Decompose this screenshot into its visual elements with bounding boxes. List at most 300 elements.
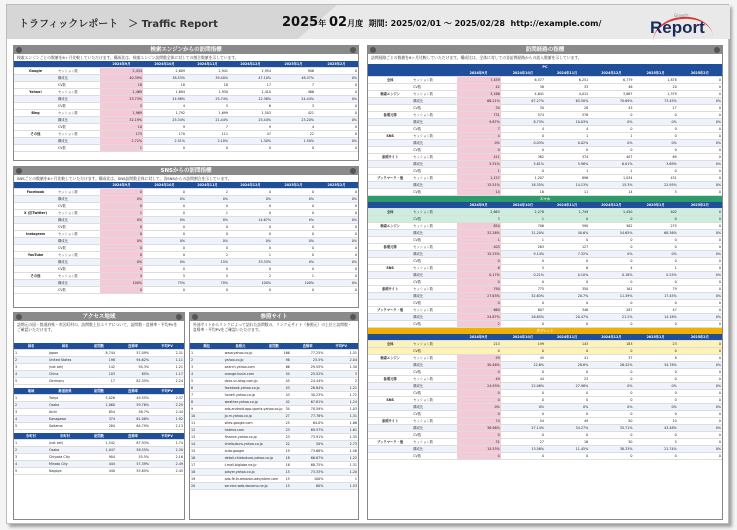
table-row: [14, 224, 358, 231]
value-cell: 896: [545, 175, 589, 182]
value-cell: 63.50%: [545, 98, 589, 105]
column-header: 都道府県: [48, 388, 82, 395]
value-cell: 5: [14, 468, 48, 475]
value-cell: 4: [501, 126, 545, 133]
value-cell: 30: [501, 105, 545, 112]
value-cell: 21.44%: [186, 117, 229, 124]
value-cell: 38.53%: [143, 75, 186, 82]
value-cell: 1.35: [324, 434, 358, 441]
referrer-panel-header: [190, 313, 358, 321]
referrer-panel: [189, 312, 359, 520]
channel-panel: [367, 45, 723, 520]
value-cell: 0%: [678, 293, 722, 300]
value-cell: 0: [272, 231, 315, 238]
value-cell: 20.47%: [545, 314, 589, 321]
value-cell: 0: [315, 273, 358, 280]
value-cell: 10: [190, 413, 224, 420]
table-row: [368, 404, 722, 411]
row-group-label: X (旧Twitter): [14, 210, 57, 217]
table-row: [368, 77, 722, 84]
area-table: [14, 343, 184, 385]
value-cell: 0: [589, 147, 633, 154]
value-cell: 0: [272, 266, 315, 273]
value-cell: 346: [545, 307, 589, 314]
value-cell: 18.35%: [501, 182, 545, 189]
table-row: [190, 448, 358, 455]
value-cell: 660: [457, 307, 501, 314]
table-row: [368, 369, 722, 376]
metric-label: セッション数: [57, 231, 100, 238]
table-row: [368, 390, 722, 397]
value-cell: 0: [545, 348, 589, 355]
value-cell: 14.67%: [229, 217, 272, 224]
table-row: [14, 416, 184, 423]
value-cell: 1,060: [82, 402, 116, 409]
value-cell: 8: [634, 355, 678, 362]
metric-label: CV数: [412, 189, 456, 196]
referrer-name: detail.chiebukuro.yahoo.co.jp: [224, 456, 274, 460]
value-cell: 1: [589, 168, 633, 175]
value-cell: 0%: [186, 217, 229, 224]
value-cell: 47: [634, 307, 678, 314]
value-cell: 1,410: [229, 89, 272, 96]
channel-label: 検索エンジン: [368, 223, 412, 230]
channel-label: [368, 453, 412, 460]
value-cell: 1: [501, 237, 545, 244]
value-cell: 45: [501, 355, 545, 362]
table-row: [190, 469, 358, 476]
value-cell: 9: [190, 406, 224, 413]
value-cell: 0: [272, 210, 315, 217]
table-row: [368, 348, 722, 355]
value-cell: 0%: [678, 161, 722, 168]
value-cell: 731: [457, 112, 501, 119]
area-table: [14, 388, 184, 430]
value-cell: 1: [272, 273, 315, 280]
value-cell: 47.10%: [229, 75, 272, 82]
value-cell: 70.59%: [291, 406, 325, 413]
value-cell: 66.21%: [457, 98, 501, 105]
value-cell: 2: [14, 402, 48, 409]
value-cell: 0: [143, 189, 186, 196]
metric-label: CV数: [57, 82, 100, 89]
channel-label: [368, 98, 412, 105]
value-cell: 30.23%: [291, 392, 325, 399]
value-cell: 3: [457, 216, 501, 223]
value-cell: 16: [545, 439, 589, 446]
value-cell: 100%: [229, 280, 272, 287]
value-cell: 5,026: [82, 395, 116, 402]
period-range: 期間: 2025/02/01 ～ 2025/02/28: [368, 19, 505, 28]
value-cell: 55.85%: [116, 468, 150, 475]
value-cell: 0: [589, 376, 633, 383]
value-cell: 0: [678, 244, 722, 251]
value-cell: 69.57%: [291, 427, 325, 434]
value-cell: 15.3%: [589, 182, 633, 189]
value-cell: 27: [257, 413, 291, 420]
value-cell: 0%: [634, 140, 678, 147]
value-cell: 421: [272, 110, 315, 117]
value-cell: 54: [257, 371, 291, 378]
value-cell: 25: [257, 420, 291, 427]
value-cell: 0: [589, 397, 633, 404]
value-cell: 12: [190, 427, 224, 434]
table-row: [14, 378, 184, 385]
metric-label: CV数: [412, 321, 456, 328]
value-cell: 0: [229, 245, 272, 252]
value-cell: 4: [14, 461, 48, 468]
search-panel-desc: 検索エンジンごとの数値を6ヶ月比較していただけます。構成比は、検索エンジン訪問数全体に対しての割合数値を示しています。: [17, 55, 239, 60]
value-cell: 198: [82, 357, 116, 364]
table-row: [368, 147, 722, 154]
value-cell: 47: [229, 131, 272, 138]
value-cell: 40.39%: [100, 75, 143, 82]
column-header: 直帰率: [116, 343, 150, 350]
area-name: Minato City: [48, 461, 82, 468]
row-group-label: [14, 117, 57, 124]
value-cell: 0: [315, 89, 358, 96]
value-cell: 166: [257, 350, 291, 357]
sns-table: [14, 182, 358, 294]
channel-label: [368, 404, 412, 411]
value-cell: 161: [589, 286, 633, 293]
table-row: [368, 126, 722, 133]
value-cell: 94.62%: [116, 357, 150, 364]
value-cell: 0.10%: [545, 272, 589, 279]
referrer-panel-desc: 外部サイトからリンクによって訪れた訪問数の、リンク元サイト（参照元）の上位と訪問数・直帰率・平均PVをご確認いただけます。: [193, 322, 352, 332]
value-cell: 0: [678, 369, 722, 376]
metric-label: セッション数: [57, 131, 100, 138]
value-cell: 6: [545, 265, 589, 272]
value-cell: 21.74%: [634, 446, 678, 453]
channel-label: ブックマーク・他: [368, 439, 412, 446]
value-cell: 1.24: [324, 399, 358, 406]
value-cell: 0: [545, 321, 589, 328]
row-group-label: Instagram: [14, 231, 57, 238]
table-row: [368, 300, 722, 307]
report-sheet: [6, 4, 729, 524]
value-cell: 0: [143, 266, 186, 273]
value-cell: 18: [190, 469, 224, 476]
channel-label: ブックマーク・他: [368, 307, 412, 314]
value-cell: 2,434: [100, 68, 143, 75]
value-cell: 0: [100, 287, 143, 294]
column-header: 直帰率: [116, 433, 150, 440]
value-cell: 23.20%: [272, 117, 315, 124]
value-cell: 100%: [291, 476, 325, 483]
table-row: [190, 399, 358, 406]
panel-marker-icon: [714, 47, 720, 53]
table-row: [368, 307, 722, 314]
table-row: [190, 434, 358, 441]
value-cell: 0%: [589, 383, 633, 390]
value-cell: 0: [315, 124, 358, 131]
month-suffix: 月度: [347, 19, 364, 28]
value-cell: 0%: [634, 119, 678, 126]
month-header: 2024年9月: [457, 334, 501, 341]
area-name: Osaka: [48, 447, 82, 454]
column-header: 順位: [190, 343, 224, 350]
channel-label: [368, 168, 412, 175]
value-cell: 0: [678, 216, 722, 223]
value-cell: 0: [634, 258, 678, 265]
value-cell: 790: [457, 286, 501, 293]
value-cell: 1: [100, 145, 143, 152]
value-cell: 775: [501, 286, 545, 293]
value-cell: 73.91%: [291, 434, 325, 441]
value-cell: 0: [143, 252, 186, 259]
channel-label: 参照サイト: [368, 286, 412, 293]
table-row: [368, 418, 722, 425]
value-cell: 14: [589, 189, 633, 196]
value-cell: 0: [100, 189, 143, 196]
value-cell: 142: [82, 364, 116, 371]
metric-label: 構成比: [57, 196, 100, 203]
value-cell: 0: [457, 432, 501, 439]
value-cell: 34: [257, 406, 291, 413]
value-cell: 85%: [116, 371, 150, 378]
value-cell: 22.06%: [501, 383, 545, 390]
value-cell: 0: [315, 287, 358, 294]
table-row: [368, 161, 722, 168]
row-group-label: [14, 138, 57, 145]
value-cell: 0%: [143, 238, 186, 245]
value-cell: 37: [589, 355, 633, 362]
value-cell: 0: [186, 287, 229, 294]
value-cell: 5: [634, 439, 678, 446]
value-cell: 440: [82, 468, 116, 475]
table-row: [14, 89, 358, 96]
table-row: [368, 439, 722, 446]
value-cell: 706: [501, 223, 545, 230]
value-cell: 1: [324, 476, 358, 483]
referrer-name: sites.google.com: [224, 420, 258, 427]
value-cell: 0%: [678, 230, 722, 237]
value-cell: 15.51%: [457, 182, 501, 189]
value-cell: 0: [229, 189, 272, 196]
value-cell: 0%: [589, 251, 633, 258]
table-row: [368, 265, 722, 272]
value-cell: 0: [678, 133, 722, 140]
value-cell: 94.3%: [116, 364, 150, 371]
area-name: Saitama: [48, 423, 82, 430]
value-cell: 175: [100, 131, 143, 138]
table-row: [14, 217, 358, 224]
value-cell: 6.01%: [589, 161, 633, 168]
value-cell: 1: [545, 133, 589, 140]
value-cell: 23: [634, 341, 678, 348]
value-cell: 9: [229, 124, 272, 131]
metric-label: 構成比: [412, 272, 456, 279]
metric-label: 構成比: [412, 425, 456, 432]
value-cell: 0: [678, 91, 722, 98]
channel-label: [368, 279, 412, 286]
value-cell: 287: [589, 307, 633, 314]
table-row: [368, 376, 722, 383]
value-cell: 3: [14, 409, 48, 416]
value-cell: 0: [457, 453, 501, 460]
value-cell: 2,941: [186, 68, 229, 75]
value-cell: 22: [272, 131, 315, 138]
panel-marker-icon: [192, 314, 198, 320]
value-cell: 5: [190, 378, 224, 385]
value-cell: 1,969: [100, 110, 143, 117]
value-cell: 0%: [315, 259, 358, 266]
value-cell: 0%: [678, 383, 722, 390]
table-row: [14, 96, 358, 103]
value-cell: 38.96%: [457, 425, 501, 432]
value-cell: 23: [545, 376, 589, 383]
value-cell: 20.7%: [545, 293, 589, 300]
metric-label: セッション数: [57, 273, 100, 280]
value-cell: 34.78%: [634, 362, 678, 369]
value-cell: 6,577: [501, 77, 545, 84]
value-cell: 0: [545, 279, 589, 286]
metric-label: セッション数: [412, 355, 456, 362]
metric-label: CV数: [412, 147, 456, 154]
channel-table: [368, 70, 722, 196]
referrer-name: auto.google: [224, 448, 258, 455]
value-cell: 1,749: [545, 209, 589, 216]
metric-label: セッション数: [412, 265, 456, 272]
value-cell: 0: [678, 348, 722, 355]
value-cell: 1,792: [143, 110, 186, 117]
metric-label: セッション数: [412, 209, 456, 216]
value-cell: 0: [634, 376, 678, 383]
table-row: [190, 350, 358, 357]
value-cell: 58.7%: [116, 409, 150, 416]
value-cell: 1,379: [634, 91, 678, 98]
metric-label: CV数: [412, 168, 456, 175]
metric-label: CV数: [412, 216, 456, 223]
value-cell: 1,878: [634, 77, 678, 84]
value-cell: 16: [501, 189, 545, 196]
metric-label: セッション数: [412, 341, 456, 348]
metric-label: 構成比: [412, 446, 456, 453]
metric-label: セッション数: [412, 439, 456, 446]
value-cell: 15%: [186, 259, 229, 266]
value-cell: 3: [190, 364, 224, 371]
value-cell: 5: [14, 423, 48, 430]
value-cell: 0: [457, 348, 501, 355]
month-header: 2025年1月: [272, 61, 315, 68]
table-row: [190, 441, 358, 448]
value-cell: 0: [545, 397, 589, 404]
channel-label: [368, 251, 412, 258]
referrer-name: weather.yahoo.co.jp: [224, 400, 258, 404]
value-cell: 0: [678, 411, 722, 418]
column-header: 平均PV: [150, 388, 184, 395]
metric-label: 構成比: [412, 314, 456, 321]
table-row: [368, 244, 722, 251]
value-cell: 0: [501, 279, 545, 286]
value-cell: 0: [589, 258, 633, 265]
value-cell: 0%: [315, 217, 358, 224]
metric-label: 構成比: [412, 98, 456, 105]
value-cell: 4: [100, 273, 143, 280]
table-row: [190, 364, 358, 371]
report-year: 2025: [282, 15, 319, 30]
metric-label: 構成比: [412, 404, 456, 411]
value-cell: 199: [501, 341, 545, 348]
value-cell: 0: [678, 432, 722, 439]
value-cell: 2: [14, 447, 48, 454]
value-cell: 0: [545, 453, 589, 460]
metric-label: セッション数: [412, 244, 456, 251]
value-cell: 43: [589, 105, 633, 112]
value-cell: 0%: [272, 238, 315, 245]
value-cell: 574: [501, 112, 545, 119]
row-group-label: Facebook: [14, 189, 57, 196]
value-cell: 1.58: [324, 448, 358, 455]
channel-label: 参照サイト: [368, 418, 412, 425]
value-cell: 0: [229, 287, 272, 294]
value-cell: 1,542: [82, 440, 116, 447]
table-row: [368, 453, 722, 460]
value-cell: 43: [257, 392, 291, 399]
value-cell: 0: [501, 369, 545, 376]
metric-label: セッション数: [412, 376, 456, 383]
value-cell: 0%: [678, 425, 722, 432]
table-row: [368, 293, 722, 300]
value-cell: 1,450: [589, 209, 633, 216]
value-cell: 0: [501, 133, 545, 140]
value-cell: 32.26%: [457, 230, 501, 237]
row-group-label: [14, 82, 57, 89]
value-cell: 1.21: [324, 385, 358, 392]
month-header: 2025年1月: [272, 182, 315, 189]
value-cell: 25.34%: [143, 117, 186, 124]
value-cell: 0%: [315, 196, 358, 203]
value-cell: 57.39%: [116, 461, 150, 468]
value-cell: 42: [457, 84, 501, 91]
value-cell: 1: [634, 265, 678, 272]
value-cell: 2.72%: [100, 138, 143, 145]
table-row: [368, 133, 722, 140]
value-cell: 0: [678, 126, 722, 133]
metric-label: CV数: [412, 126, 456, 133]
value-cell: 1: [14, 395, 48, 402]
value-cell: 0: [315, 131, 358, 138]
value-cell: 0: [272, 224, 315, 231]
value-cell: 1,930: [186, 89, 229, 96]
channel-label: SNS: [368, 265, 412, 272]
referrer-name: t.mail.biglobe.ne.jp: [224, 463, 257, 467]
metric-label: CV数: [57, 245, 100, 252]
value-cell: 2: [186, 189, 229, 196]
channel-label: [368, 230, 412, 237]
referrer-name: yahoo.co.jp: [224, 357, 258, 364]
value-cell: 0: [272, 189, 315, 196]
value-cell: 0: [634, 390, 678, 397]
value-cell: 11: [545, 189, 589, 196]
value-cell: 0: [678, 321, 722, 328]
metric-label: セッション数: [57, 210, 100, 217]
value-cell: 26.84%: [291, 385, 325, 392]
value-cell: 2.45: [150, 468, 184, 475]
referrer-name: honeh.yahoo.co.jp: [224, 392, 258, 399]
value-cell: 607: [501, 307, 545, 314]
metric-label: セッション数: [57, 89, 100, 96]
value-cell: 3,166: [457, 91, 501, 98]
value-cell: 2,278: [501, 209, 545, 216]
month-header: 2024年10月: [501, 334, 545, 341]
report-title: トラフィックレポート ＞ Traffic Report: [19, 19, 218, 30]
value-cell: 27.14%: [501, 425, 545, 432]
value-cell: 0: [315, 68, 358, 75]
row-group-label: [14, 75, 57, 82]
value-cell: 1.22: [324, 455, 358, 462]
